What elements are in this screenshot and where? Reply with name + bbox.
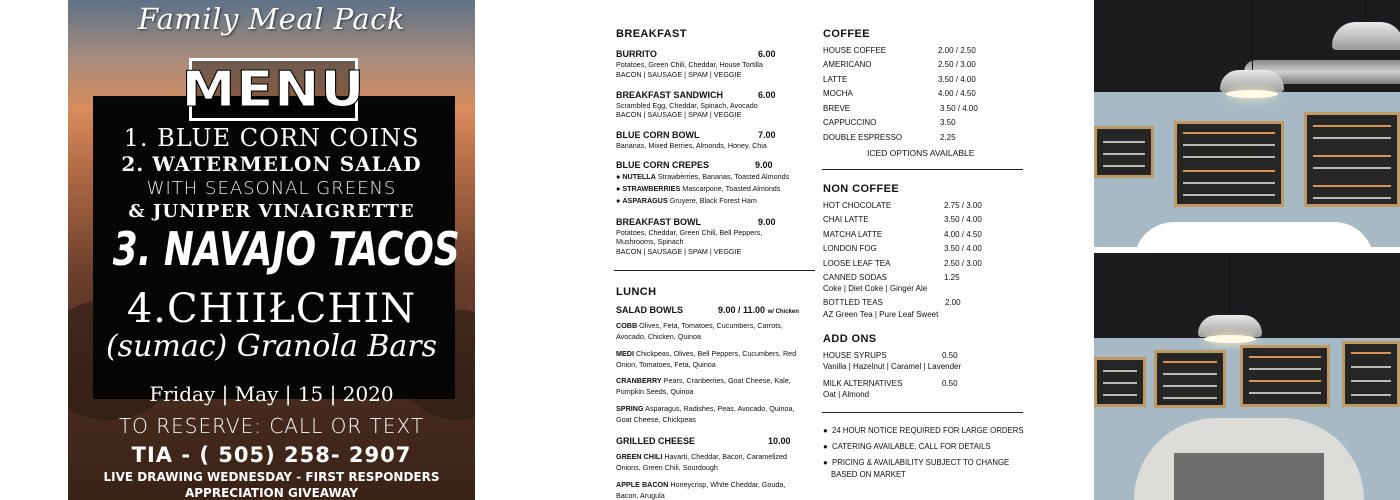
flyer-menu-label: MENU <box>181 61 366 118</box>
pendant-lamp <box>1220 70 1284 92</box>
salad-cobb-2: Avocado, Chicken, Quinoa <box>616 332 701 341</box>
burrito-price: 6.00 <box>758 49 776 59</box>
cafe-photo-top <box>1094 0 1400 247</box>
non-coffee-row-name: CHAI LATTE <box>823 215 869 224</box>
lamp-glow <box>1226 90 1278 98</box>
breakfast-sandwich-options: BACON | SAUSAGE | SPAM | VEGGIE <box>616 110 742 119</box>
breakfast-bowl-options: BACON | SAUSAGE | SPAM | VEGGIE <box>616 247 742 256</box>
coffee-row-price: 3.50 / 4.00 <box>940 104 978 113</box>
non-coffee-row-name: LOOSE LEAF TEA <box>823 259 891 268</box>
flyer-item-4-sub: (sumac) Granola Bars <box>105 329 438 364</box>
apple-bacon-sandwich: APPLE BACON Honeycrisp, White Cheddar, Gouda, <box>616 480 786 489</box>
kitchen-interior <box>1174 453 1324 500</box>
coffee-row-name: MOCHA <box>823 89 853 98</box>
non-coffee-row-price: 1.25 <box>944 273 960 282</box>
blue-corn-bowl-desc: Bananas, Mixed Berries, Almonds, Honey, Chia <box>616 141 767 150</box>
salad-cranberry-2: Pumpkin Seeds, Quinoa <box>616 387 694 396</box>
coffee-row-price: 3.50 / 4.00 <box>938 75 976 84</box>
add-on-row-name: MILK ALTERNATIVES <box>823 379 903 388</box>
breakfast-bowl-name: BREAKFAST BOWL <box>616 217 701 227</box>
salad-spring: SPRING Asparagus, Radishes, Peas, Avocado, Quinoa, <box>616 404 795 413</box>
non-coffee-row-name: HOT CHOCOLATE <box>823 201 892 210</box>
apple-bacon-sandwich-2: Bacon, Arugula <box>616 491 665 500</box>
coffee-row-price: 2.50 / 3.00 <box>938 60 976 69</box>
menu-document <box>543 0 1094 500</box>
green-chili-sandwich-2: Onions, Green Chili, Sourdough <box>616 463 718 472</box>
pendant-lamp <box>1198 315 1262 337</box>
crepe-option-asparagus: ● ASPARAGUS Gruyere, Black Forest Ham <box>616 196 757 205</box>
breakfast-heading: BREAKFAST <box>616 28 687 40</box>
non-coffee-row-price: 3.50 / 4.00 <box>944 244 982 253</box>
add-on-row-price: 0.50 <box>942 379 958 388</box>
non-coffee-row-price: 4.00 / 4.50 <box>944 230 982 239</box>
salad-bowls-price: 9.00 / 11.00 w/ Chicken <box>718 305 799 315</box>
pendant-lamp <box>1332 22 1400 50</box>
coffee-row-name: AMERICANO <box>823 60 872 69</box>
non-coffee-row-name: CANNED SODAS <box>823 273 888 282</box>
crepe-option-nutella: ● NUTELLA Strawberries, Bananas, Toasted Almonds <box>616 172 790 181</box>
non-coffee-heading: NON COFFEE <box>823 183 900 195</box>
coffee-row-name: LATTE <box>823 75 848 84</box>
non-coffee-row-name: LONDON FOG <box>823 244 877 253</box>
coffee-row-name: DOUBLE ESPRESSO <box>823 133 903 142</box>
add-on-row-sub: Vanilla | Hazelnut | Caramel | Lavender <box>823 362 962 371</box>
salad-spring-2: Goat Cheese, Chickpeas <box>616 415 696 424</box>
coffee-row-price: 4.00 / 4.50 <box>938 89 976 98</box>
breakfast-bowl-desc: Potatoes, Cheddar, Green Chili, Bell Peppers, <box>616 228 763 237</box>
lunch-heading: LUNCH <box>616 286 657 298</box>
note-catering: ● CATERING AVAILABLE, CALL FOR DETAILS <box>823 442 991 451</box>
flyer-item-2-sub: WITH SEASONAL GREENS <box>146 178 397 199</box>
non-coffee-row-price: 3.50 / 4.00 <box>944 215 982 224</box>
flyer-item-4: 4.CHIIŁCHIN <box>126 286 417 332</box>
note-pricing-2: BASED ON MARKET <box>831 470 906 479</box>
note-large-orders: ● 24 HOUR NOTICE REQUIRED FOR LARGE ORDERS <box>823 426 1024 435</box>
flyer-script-title: Family Meal Pack <box>137 2 406 36</box>
salad-medi-2: Onion, Tomatoes, Feta, Quinoa <box>616 360 716 369</box>
add-on-row-price: 0.50 <box>942 351 958 360</box>
add-ons-heading: ADD ONS <box>823 333 877 345</box>
coffee-row-price: 2.00 / 2.50 <box>938 46 976 55</box>
flyer-phone: TIA - ( 505) 258- 2907 <box>131 443 412 467</box>
lamp-wire <box>1252 0 1253 70</box>
section-divider <box>822 169 1023 170</box>
flyer-date: Friday | May | 15 | 2020 <box>149 382 394 406</box>
flyer-item-3: 3. NAVAJO TACOS <box>112 222 460 276</box>
non-coffee-row-price: 2.75 / 3.00 <box>944 201 982 210</box>
non-coffee-row-price: 2.50 / 3.00 <box>944 259 982 268</box>
blue-corn-crepes-name: BLUE CORN CREPES <box>616 160 710 170</box>
chalkboard <box>1304 112 1400 207</box>
crepe-option-strawberries: ● STRAWBERRIES Mascarpone, Toasted Almonds <box>616 184 781 193</box>
chalkboard <box>1342 341 1400 407</box>
grilled-cheese-name: GRILLED CHEESE <box>616 436 696 446</box>
lamp-wire <box>1229 253 1230 315</box>
salad-cobb: COBB Olives, Feta, Tomatoes, Cucumbers, Carrots, <box>616 321 783 330</box>
blue-corn-bowl-name: BLUE CORN BOWL <box>616 130 700 140</box>
blue-corn-crepes-price: 9.00 <box>755 160 773 170</box>
cafe-photo-bottom <box>1094 253 1400 500</box>
green-chili-sandwich: GREEN CHILI Havarti, Cheddar, Bacon, Caramelized <box>616 452 787 461</box>
section-divider <box>822 412 1023 413</box>
non-coffee-row-name: MATCHA LATTE <box>823 230 883 239</box>
salad-cranberry: CRANBERRY Pears, Cranberries, Goat Cheese, Kale, <box>616 376 791 385</box>
flyer-reserve: TO RESERVE: CALL OR TEXT <box>118 414 425 438</box>
coffee-heading: COFFEE <box>823 28 871 40</box>
breakfast-sandwich-price: 6.00 <box>758 90 776 100</box>
coffee-row-name: BREVE <box>823 104 851 113</box>
chalkboard <box>1240 345 1330 407</box>
breakfast-sandwich-desc: Scrambled Egg, Cheddar, Spinach, Avocado <box>616 101 758 110</box>
family-meal-flyer <box>68 0 475 500</box>
flyer-menu-box <box>181 58 366 121</box>
chalkboard <box>1094 126 1154 178</box>
arched-doorway <box>1134 222 1374 247</box>
coffee-row-price: 3.50 <box>940 118 956 127</box>
breakfast-bowl-price: 9.00 <box>758 217 776 227</box>
add-on-row-sub: Oat | Almond <box>823 390 870 399</box>
lamp-wire <box>1365 0 1366 22</box>
flyer-item-2: 2. WATERMELON SALAD <box>121 152 422 176</box>
coffee-row-name: HOUSE COFFEE <box>823 46 887 55</box>
iced-options-note: ICED OPTIONS AVAILABLE <box>867 148 975 158</box>
flyer-item-1: 1. BLUE CORN COINS <box>123 124 420 152</box>
salad-bowls-name: SALAD BOWLS <box>616 305 683 315</box>
blue-corn-bowl-price: 7.00 <box>758 130 776 140</box>
flyer-item-2-dressing: & JUNIPER VINAIGRETTE <box>128 201 415 222</box>
note-pricing: ● PRICING & AVAILABILITY SUBJECT TO CHANGE <box>823 458 1010 467</box>
flyer-footer-1: LIVE DRAWING WEDNESDAY - FIRST RESPONDERS <box>103 470 440 484</box>
non-coffee-row-sub: AZ Green Tea | Pure Leaf Sweet <box>823 310 939 319</box>
flyer-footer-2: APPRECIATION GIVEAWAY <box>184 486 359 500</box>
chalkboard <box>1154 350 1226 408</box>
breakfast-sandwich-name: BREAKFAST SANDWICH <box>616 90 723 100</box>
coffee-row-price: 2.25 <box>940 133 956 142</box>
non-coffee-row-sub: Coke | Diet Coke | Ginger Ale <box>823 284 928 293</box>
burrito-options: BACON | SAUSAGE | SPAM | VEGGIE <box>616 70 742 79</box>
non-coffee-row-name: BOTTLED TEAS <box>823 298 883 307</box>
lamp-glow <box>1204 335 1256 343</box>
add-on-row-name: HOUSE SYRUPS <box>823 351 887 360</box>
non-coffee-row-price: 2.00 <box>945 298 961 307</box>
section-divider <box>614 270 815 271</box>
grilled-cheese-price: 10.00 <box>768 436 791 446</box>
breakfast-bowl-desc-2: Mushrooms, Spinach <box>616 237 684 246</box>
burrito-name: BURRITO <box>616 49 657 59</box>
salad-medi: MEDI Chickpeas, Olives, Bell Peppers, Cucumbers, Red <box>616 349 797 358</box>
chalkboard <box>1174 121 1284 207</box>
coffee-row-name: CAPPUCCINO <box>823 118 877 127</box>
chalkboard <box>1094 357 1146 407</box>
burrito-desc: Potatoes, Green Chili, Cheddar, House Tortilla <box>616 60 763 69</box>
